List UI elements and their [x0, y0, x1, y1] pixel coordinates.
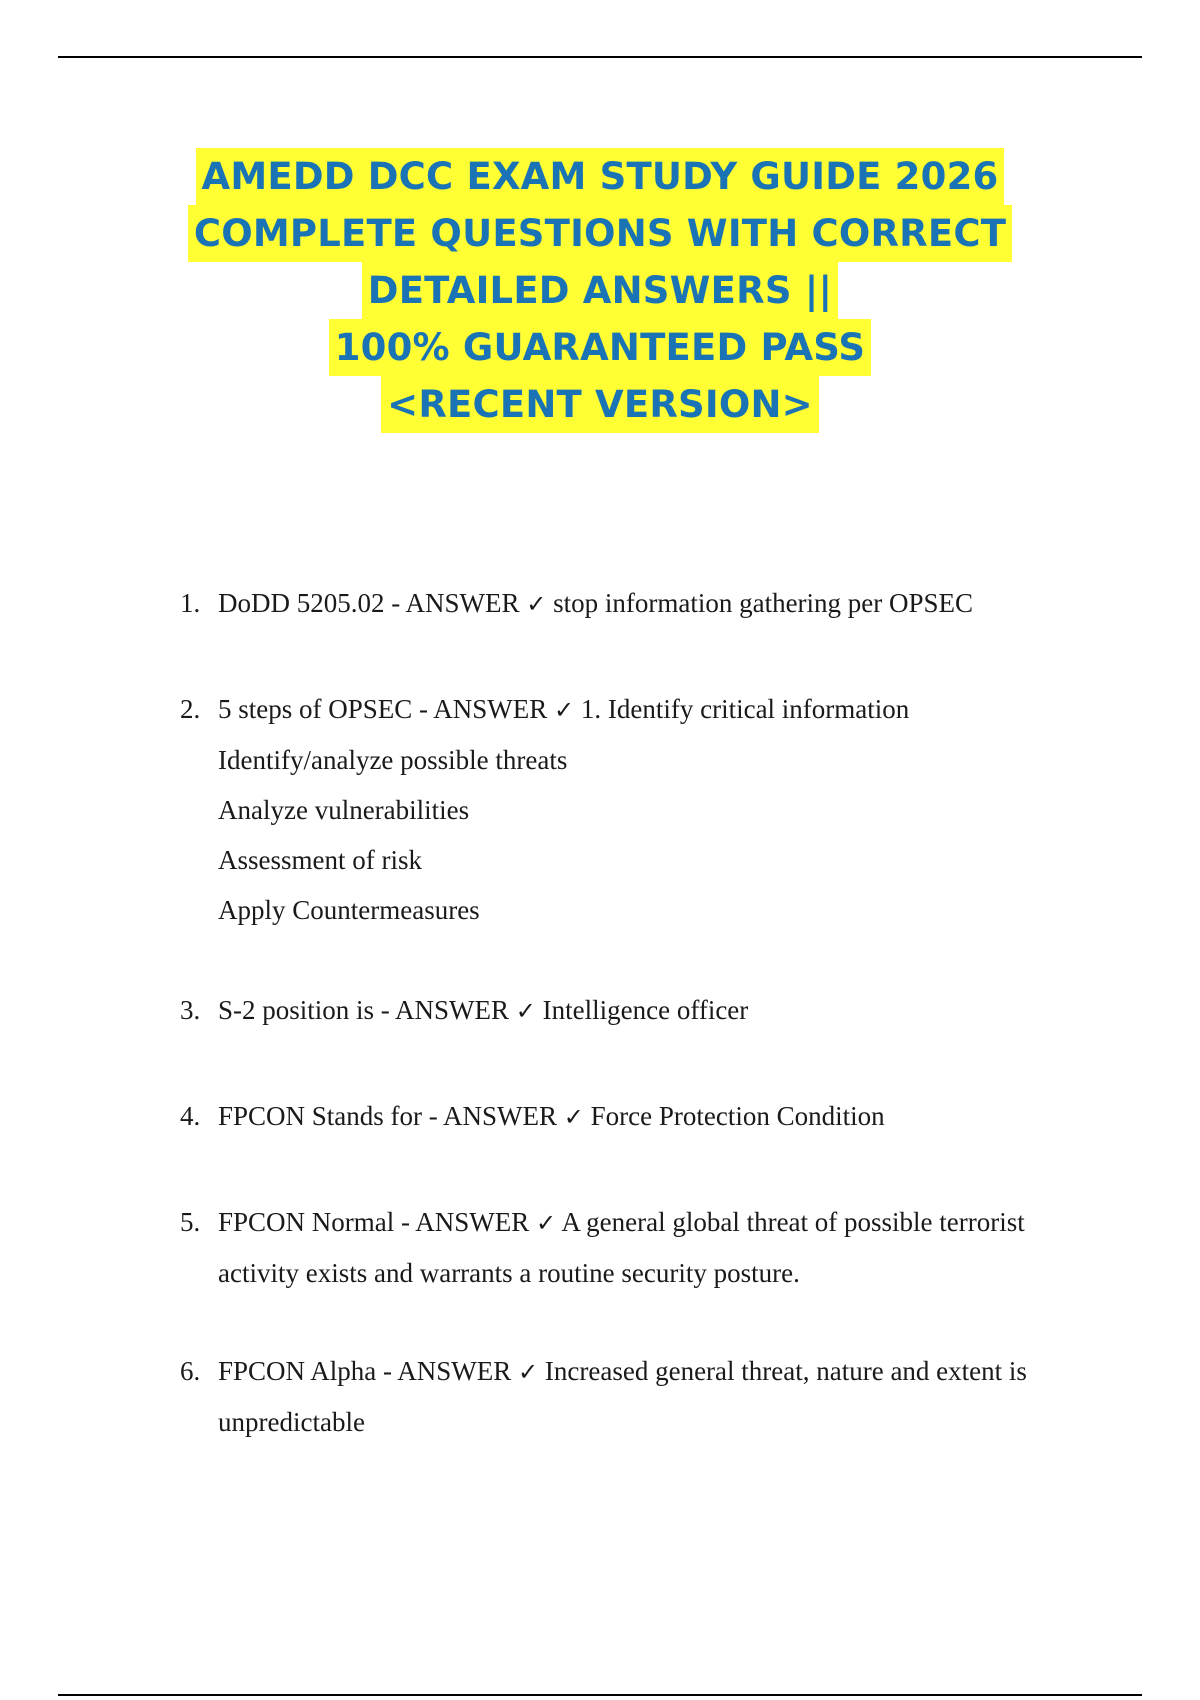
answer-separator: - ANSWER [412, 694, 555, 724]
question-text: DoDD 5205.02 [218, 588, 385, 618]
item-number: 6. [180, 1356, 201, 1386]
title-line-4: 100% GUARANTEED PASS [329, 319, 872, 376]
answer-separator: - ANSWER [384, 588, 527, 618]
item-number: 1. [180, 588, 201, 618]
item-number: 5. [180, 1207, 201, 1237]
qa-item-5 [180, 1197, 1080, 1298]
question-text: 5 steps of OPSEC [218, 694, 413, 724]
answer-text: Increased general threat, nature and extent is [544, 1356, 1027, 1386]
qa-item-4 [180, 1091, 1080, 1142]
qa-item-1 [180, 578, 1080, 629]
title-line-2: COMPLETE QUESTIONS WITH CORRECT [188, 205, 1012, 262]
answer-text: A general global threat of possible terrorist [561, 1207, 1025, 1237]
qa-item-2 [180, 684, 1080, 935]
answer-continuation: Identify/analyze possible threats [218, 745, 568, 775]
item-number: 4. [180, 1101, 201, 1131]
answer-separator: - ANSWER [422, 1101, 564, 1131]
answer-continuation: unpredictable [218, 1407, 365, 1437]
item-number: 3. [180, 995, 201, 1025]
answer-text: stop information gathering per OPSEC [553, 588, 974, 618]
answer-text: Force Protection Condition [590, 1101, 885, 1131]
title-line-3: DETAILED ANSWERS || [362, 262, 838, 319]
answer-separator: - ANSWER [376, 1356, 519, 1386]
check-icon: ✓ [526, 590, 547, 618]
check-icon: ✓ [554, 696, 575, 724]
question-text: FPCON Normal [218, 1207, 395, 1237]
check-icon: ✓ [518, 1358, 539, 1386]
check-icon: ✓ [563, 1103, 584, 1131]
question-text: FPCON Alpha [218, 1356, 377, 1386]
answer-continuation: Apply Countermeasures [218, 895, 480, 925]
answer-separator: - ANSWER [394, 1207, 537, 1237]
answer-text: Intelligence officer [542, 995, 749, 1025]
question-text: S-2 position is [218, 995, 375, 1025]
question-text: FPCON Stands for [218, 1101, 423, 1131]
answer-continuation: Analyze vulnerabilities [218, 795, 470, 825]
header-rule [58, 56, 1142, 58]
answer-continuation: Assessment of risk [218, 845, 422, 875]
check-icon: ✓ [536, 1209, 557, 1237]
title-line-5: <RECENT VERSION> [381, 376, 819, 433]
qa-item-3 [180, 985, 1080, 1036]
answer-separator: - ANSWER [374, 995, 516, 1025]
check-icon: ✓ [515, 997, 536, 1025]
answer-continuation: activity exists and warrants a routine security posture. [218, 1258, 800, 1288]
qa-item-6 [180, 1346, 1080, 1447]
document-title [0, 148, 1200, 433]
qa-list [180, 578, 1080, 1447]
answer-text: 1. Identify critical information [580, 694, 910, 724]
item-number: 2. [180, 694, 201, 724]
footer-rule [58, 1694, 1142, 1696]
title-line-1: AMEDD DCC EXAM STUDY GUIDE 2026 [196, 148, 1005, 205]
